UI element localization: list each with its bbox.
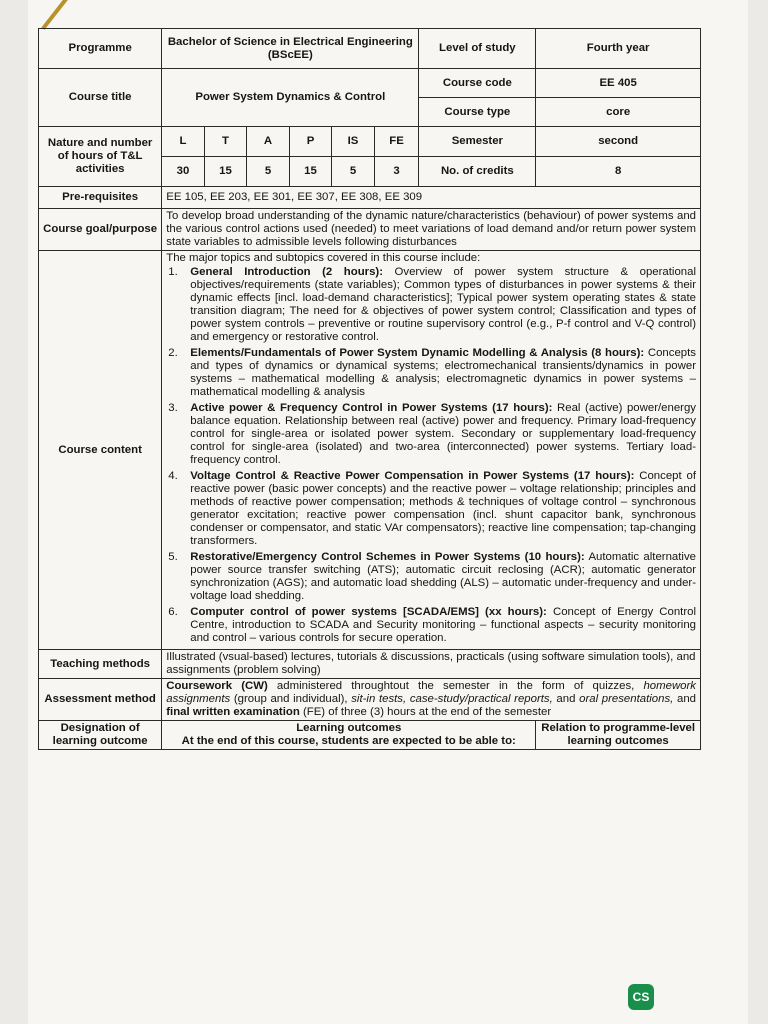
assessment-text-part: and bbox=[552, 693, 580, 705]
prereq-row bbox=[39, 187, 701, 209]
course-code-label: Course code bbox=[419, 69, 536, 98]
hours-header-p: P bbox=[289, 127, 332, 157]
hours-header-l: L bbox=[162, 127, 205, 157]
topic-heading: Restorative/Emergency Control Schemes in Power Systems (10 hours): bbox=[190, 551, 585, 563]
topic-body: Concepts and types of dynamics or dynamical systems; electromechanical transients/dynamics in power systems – mathematical modelling & analysis; electromagnetic dynamics in power systems – mathematical modelling & analysis bbox=[190, 347, 696, 398]
level-label: Level of study bbox=[419, 29, 536, 69]
assessment-text-part: administered throughtout the semester in the form of quizzes, bbox=[267, 680, 644, 692]
topic-body: Overview of power system structure & operational objectives/requirements (state variables); Common types of disturbances in power systems & their dynamic effects [incl. load-demand characteristics]; Typical power system operating states & state transition diagram; The need for & objectives of power system control; Classification and types of power system controls – preventive or routine supervisory control (e.g., P-f control and V-Q control) and emergency or restorative control. bbox=[190, 266, 696, 343]
course-title-value: Power System Dynamics & Control bbox=[162, 69, 419, 127]
topic-number: 1. bbox=[168, 266, 178, 278]
topic-item bbox=[166, 606, 696, 645]
level-value: Fourth year bbox=[536, 29, 701, 69]
tests-reports-term: sit-in tests, case-study/practical reports, bbox=[351, 693, 553, 705]
goal-row bbox=[39, 209, 701, 251]
outcomes-header bbox=[162, 721, 536, 750]
relation-header: Relation to programme-level learning outcomes bbox=[536, 721, 701, 750]
prereq-label: Pre-requisites bbox=[39, 187, 162, 209]
hours-header-fe: FE bbox=[374, 127, 419, 157]
topic-item bbox=[166, 347, 696, 399]
teaching-text: Illustrated (vsual-based) lectures, tutorials & discussions, practicals (using software simulation tools), and assignments (problem solving) bbox=[162, 650, 701, 679]
semester-label: Semester bbox=[419, 127, 536, 157]
camscanner-logo: CS bbox=[628, 984, 654, 1010]
hours-header-is: IS bbox=[332, 127, 375, 157]
assessment-text-part: (FE) of three (3) hours at the end of the semester bbox=[299, 706, 552, 718]
content-intro: The major topics and subtopics covered in this course include: bbox=[166, 252, 481, 264]
hours-value-p: 15 bbox=[289, 157, 332, 187]
programme-value: Bachelor of Science in Electrical Engineering (BScEE) bbox=[162, 29, 419, 69]
assessment-text bbox=[162, 679, 701, 721]
topic-number: 2. bbox=[168, 347, 178, 359]
hours-value-l: 30 bbox=[162, 157, 205, 187]
topic-number: 6. bbox=[168, 606, 178, 618]
hours-value-a: 5 bbox=[247, 157, 290, 187]
topic-item bbox=[166, 551, 696, 603]
homework-term: homework assignments bbox=[166, 680, 696, 705]
course-title-row bbox=[39, 69, 701, 98]
coursework-term: Coursework (CW) bbox=[166, 680, 268, 692]
assessment-text-part: (group and individual), bbox=[230, 693, 352, 705]
outcome-designation-label: Designation of learning outcome bbox=[39, 721, 162, 750]
course-title-label: Course title bbox=[39, 69, 162, 127]
goal-text: To develop broad understanding of the dynamic nature/characteristics (behaviour) of power systems and the various control actions used (needed) to meet variations of load demand and/or return power system state variables to admissible levels following disturbances bbox=[162, 209, 701, 251]
hours-header-t: T bbox=[204, 127, 247, 157]
course-type-label: Course type bbox=[419, 98, 536, 127]
outcomes-subtitle: At the end of this course, students are expected to be able to: bbox=[181, 735, 516, 747]
topic-heading: Elements/Fundamentals of Power System Dynamic Modelling & Analysis (8 hours): bbox=[190, 347, 645, 359]
topic-number: 3. bbox=[168, 402, 178, 414]
assessment-row bbox=[39, 679, 701, 721]
topic-body: Concept of reactive power (basic power concepts) and the reactive power – voltage relationship; principles and methods of reactive power compensation; methods & techniques of voltage control – synchronous generator excitation; reactive power compensation (incl. shunt capacitor bank, synchronous condenser or compensator, and static VAr compensators); reactive line compensation; tap-changing transformers. bbox=[190, 470, 696, 547]
course-spec-table bbox=[38, 28, 701, 750]
hours-header-row bbox=[39, 127, 701, 157]
programme-row bbox=[39, 29, 701, 69]
teaching-row bbox=[39, 650, 701, 679]
prereq-value: EE 105, EE 203, EE 301, EE 307, EE 308, EE 309 bbox=[162, 187, 701, 209]
course-code-value: EE 405 bbox=[536, 69, 701, 98]
outcomes-row bbox=[39, 721, 701, 750]
topic-number: 4. bbox=[168, 470, 178, 482]
assessment-label: Assessment method bbox=[39, 679, 162, 721]
topic-number: 5. bbox=[168, 551, 178, 563]
topic-body: Automatic alternative power source transfer switching (ATS); automatic circuit reclosing (ACR); automatic generator synchronization (AGS); and automatic load shedding (ALS) – automatic under-frequency and under-voltage load shedding. bbox=[190, 551, 696, 602]
course-type-value: core bbox=[536, 98, 701, 127]
topic-body: Concept of Energy Control Centre, introduction to SCADA and Security monitoring – functional aspects – security monitoring and control – various controls for secure operation. bbox=[190, 606, 697, 644]
topic-heading: Active power & Frequency Control in Power Systems (17 hours): bbox=[190, 402, 553, 414]
hours-header-a: A bbox=[247, 127, 290, 157]
programme-label: Programme bbox=[39, 29, 162, 69]
pen-mark bbox=[41, 0, 71, 30]
topic-item bbox=[166, 402, 696, 467]
final-exam-term: final written examination bbox=[166, 706, 300, 718]
credits-label: No. of credits bbox=[419, 157, 536, 187]
content-row bbox=[39, 251, 701, 650]
topic-item bbox=[166, 266, 696, 344]
hours-value-is: 5 bbox=[332, 157, 375, 187]
topic-body: Real (active) power/energy balance equation. Relationship between real (active) power and frequency. Primary load-frequency control for single-area or isolated power system. Secondary or supplementary load-frequency control for single-area (isolated) and two-area (interconnected) power systems. Tertiary load-frequency control. bbox=[190, 402, 696, 466]
hours-label: Nature and number of hours of T&L activities bbox=[39, 127, 162, 187]
topic-heading: Computer control of power systems [SCADA/EMS] (xx hours): bbox=[190, 606, 547, 618]
semester-value: second bbox=[536, 127, 701, 157]
content-label: Course content bbox=[39, 251, 162, 650]
topic-item bbox=[166, 470, 696, 548]
hours-value-fe: 3 bbox=[374, 157, 419, 187]
outcomes-title: Learning outcomes bbox=[296, 722, 402, 734]
credits-value: 8 bbox=[536, 157, 701, 187]
hours-value-t: 15 bbox=[204, 157, 247, 187]
teaching-label: Teaching methods bbox=[39, 650, 162, 679]
topic-heading: Voltage Control & Reactive Power Compensation in Power Systems (17 hours): bbox=[190, 470, 635, 482]
goal-label: Course goal/purpose bbox=[39, 209, 162, 251]
content-cell bbox=[162, 251, 701, 650]
topic-list bbox=[166, 266, 696, 645]
assessment-text-part: and bbox=[673, 693, 696, 705]
presentations-term: oral presentations, bbox=[579, 693, 674, 705]
topic-heading: General Introduction (2 hours): bbox=[190, 266, 384, 278]
